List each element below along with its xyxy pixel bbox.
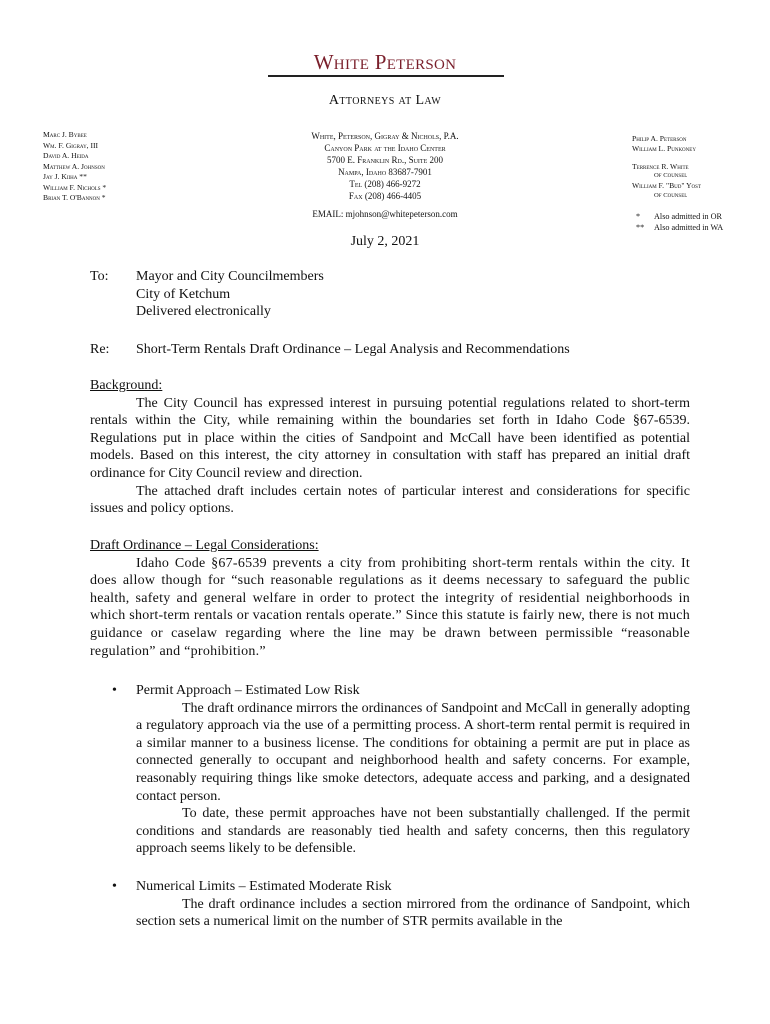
legal-paragraph: Idaho Code §67-6539 prevents a city from prohibiting short-term rentals within the city. It does allow though for “such reasonable regulations as it deems necessary to safeguard the public health, safety and general welfare in order to protect the integrity of residential neighborhoods in which short-term rentals or vacation rentals operate.” Since this statute is fairly new, there is not much guidance or caselaw regarding where the line may be drawn between permissible “reasonable regulation” and “prohibition.” [90,555,690,659]
bullet-body [136,682,690,858]
spacer [632,154,701,162]
background-paragraph: The attached draft includes certain notes of particular interest and considerations for specific issues and policy options. [90,483,690,517]
partner-name: Matthew A. Johnson [43,161,105,171]
to-label: To: [90,269,109,284]
bullet-icon: • [112,683,117,698]
address-line: Nampa, Idaho 83687-7901 [338,167,432,177]
bullet-title: Numerical Limits – Estimated Moderate Risk [136,879,392,894]
admission-mark: ** [636,222,645,232]
recipient-line: Delivered electronically [136,304,271,320]
partner-name: Jay J. Kiiha ** [43,172,87,181]
re-label: Re: [90,342,110,357]
counsel-name: Philip A. Peterson [632,134,687,143]
admission-notes [636,212,723,234]
admission-note [636,223,723,234]
counsel-role: Of Counsel [654,172,688,180]
background-paragraph: The City Council has expressed interest in pursuing potential regulations related to short-term rentals within the City, while remaining within the boundaries set forth in Idaho Code §67-6539. Regulations put in place within the cities of Sandpoint and McCall have been identified as potential models. Based on this interest, the city attorney in consultation with staff has prepared an initial draft ordinance for City Council review and direction. [90,395,690,481]
admission-note [636,212,723,223]
counsel-name: Terrence R. White [632,161,689,171]
phone-line: Tel (208) 466-9272 [349,179,421,189]
firm-rule [268,75,504,77]
address-line: 5700 E. Franklin Rd., Suite 200 [326,155,443,165]
counsel-role: Of Counsel [654,191,688,199]
bullet-paragraph: The draft ordinance mirrors the ordinances of Sandpoint and McCall in generally adopting a regulatory approach via the use of a permitting process. A short-term rental permit is required in a similar manner to a business license. The conditions for obtaining a permit are put in place as connected generally to occupant and neighborhood health and safety concerns. For example, reasonably requiring things like smoke detectors, adequate access and parking, and a designated contact person. [136,700,690,804]
legal-section [90,537,690,660]
bullet-permit-approach [112,682,690,858]
firm-subtitle: Attorneys at Law [328,93,442,108]
address-line: Canyon Park at the Idaho Center [324,143,446,153]
admission-mark: * [636,212,641,221]
bullet-body [136,878,690,931]
address-line: White, Peterson, Gigray & Nichols, P.A. [311,131,459,141]
background-section [90,377,690,518]
subject-line: Short-Term Rentals Draft Ordinance – Legal Analysis and Recommendations [136,342,570,357]
partner-name: Wm. F. Gigray, III [43,140,99,150]
counsel-name: William L. Punkoney [632,143,696,153]
bullet-paragraph: To date, these permit approaches have not been substantially challenged. If the permit conditions and standards are reasonably tied health and safety concerns, then this regulatory approach seems likely to be defensible. [136,806,690,857]
firm-name: White Peterson [313,50,457,74]
recipient-line: City of Ketchum [136,286,231,302]
fax-line: Fax (208) 466-4405 [348,191,422,201]
background-heading: Background: [90,378,163,393]
partner-name: Brian T. O'Bannon * [43,193,106,202]
bullet-paragraph: The draft ordinance includes a section mirrored from the ordinance of Sandpoint, which section sets a numerical limit on the number of STR permits available in the [136,896,690,930]
partner-name: Marc J. Bybee [43,130,87,139]
recipient-block [136,268,324,321]
admission-text: Also admitted in OR [654,212,722,221]
bullet-icon: • [112,879,117,894]
partner-name: William F. Nichols * [43,182,107,192]
counsel-list [632,134,701,201]
partner-name: David A. Heida [43,151,89,160]
admission-text: Also admitted in WA [654,222,724,232]
bullet-title: Permit Approach – Estimated Low Risk [136,683,360,698]
email-line: EMAIL: mjohnson@whitepeterson.com [312,209,458,219]
counsel-name: William F. "Bud" Yost [632,181,702,191]
letter-date: July 2, 2021 [350,234,420,249]
bullet-numerical-limits [112,878,690,931]
recipient-line: Mayor and City Councilmembers [136,269,324,284]
legal-heading: Draft Ordinance – Legal Considerations: [90,538,319,553]
